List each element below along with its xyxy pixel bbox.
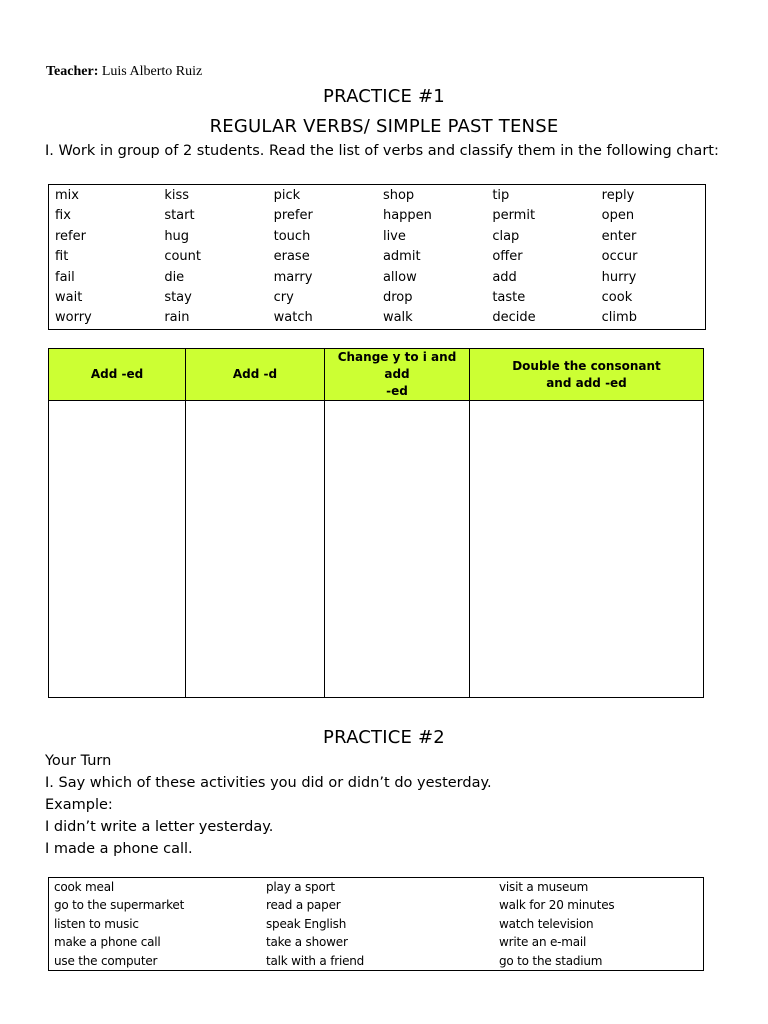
classification-chart xyxy=(48,348,704,698)
verb-cell: watch xyxy=(273,310,313,326)
verb-cell: die xyxy=(164,269,185,285)
verb-cell: occur xyxy=(601,249,638,265)
verb-cell: marry xyxy=(273,269,313,285)
header-line: and add -ed xyxy=(546,375,627,390)
verb-cell: walk xyxy=(382,310,413,326)
verb-cell: worry xyxy=(55,310,92,326)
verb-cell: start xyxy=(164,208,195,224)
chart-cell-double-consonant[interactable] xyxy=(470,401,704,698)
verb-cell: fix xyxy=(55,208,71,224)
activity-cell: use the computer xyxy=(54,953,158,968)
verb-cell: permit xyxy=(492,208,536,224)
verb-cell: happen xyxy=(382,208,432,224)
verb-cell: mix xyxy=(55,188,79,203)
practice2-line: I didn’t write a letter yesterday. xyxy=(45,819,274,835)
verb-cell: drop xyxy=(382,290,413,306)
verb-cell: live xyxy=(382,228,406,244)
activity-cell: write an e-mail xyxy=(499,935,587,950)
header-line: Double the consonant xyxy=(512,358,661,373)
verb-cell: fit xyxy=(55,249,69,265)
verb-row xyxy=(49,206,706,226)
verb-cell: cook xyxy=(601,290,633,306)
activity-cell: cook meal xyxy=(54,880,115,894)
verb-cell: enter xyxy=(601,228,637,244)
verb-cell: touch xyxy=(273,228,311,244)
practice1-subtitle: REGULAR VERBS/ SIMPLE PAST TENSE xyxy=(209,116,559,137)
activity-row xyxy=(49,896,704,914)
verb-cell: shop xyxy=(382,188,415,203)
verb-cell: climb xyxy=(601,310,637,326)
verb-cell: allow xyxy=(382,269,417,285)
verb-list-table xyxy=(48,184,706,330)
header-add-d xyxy=(186,349,325,401)
practice1-title: PRACTICE #1 xyxy=(323,86,445,107)
teacher-name: Luis Alberto Ruiz xyxy=(101,64,203,79)
verb-row xyxy=(49,288,706,308)
activity-cell: read a paper xyxy=(266,898,341,913)
activity-cell: go to the supermarket xyxy=(54,898,185,913)
header-change-y xyxy=(325,349,470,401)
verb-cell: hurry xyxy=(601,269,637,285)
activity-cell: visit a museum xyxy=(499,880,589,894)
practice1-instruction: I. Work in group of 2 students. Read the list of verbs and classify them in the following chart: xyxy=(45,143,719,159)
verb-row xyxy=(49,247,706,267)
chart-cell-change-y[interactable] xyxy=(325,401,470,698)
verb-cell: fail xyxy=(55,269,75,285)
verb-cell: add xyxy=(492,269,517,285)
verb-cell: open xyxy=(601,208,635,224)
header-add-ed xyxy=(49,349,186,401)
activities-table xyxy=(48,877,704,971)
activity-cell: walk for 20 minutes xyxy=(499,898,615,913)
activity-row xyxy=(49,915,704,933)
verb-cell: rain xyxy=(164,310,190,326)
header-line: Add -ed xyxy=(90,367,144,381)
verb-cell: wait xyxy=(55,290,83,306)
activity-cell: watch television xyxy=(499,916,594,931)
practice2-title: PRACTICE #2 xyxy=(323,727,445,748)
verb-row xyxy=(49,268,706,288)
verb-cell: refer xyxy=(55,228,86,244)
activity-cell: take a shower xyxy=(266,935,348,950)
practice2-line: I. Say which of these activities you did or didn’t do yesterday. xyxy=(45,775,492,791)
verb-cell: tip xyxy=(492,188,510,203)
header-double-consonant xyxy=(470,349,704,401)
verb-cell: offer xyxy=(492,249,523,265)
verb-cell: count xyxy=(164,249,201,265)
header-line: -ed xyxy=(386,384,408,398)
verb-cell: admit xyxy=(382,249,421,265)
verb-cell: decide xyxy=(492,310,536,326)
verb-row xyxy=(49,185,706,207)
activity-cell: listen to music xyxy=(54,916,139,931)
verb-cell: reply xyxy=(601,188,635,203)
chart-cell-add-d[interactable] xyxy=(186,401,325,698)
activity-row xyxy=(49,933,704,951)
activity-cell: make a phone call xyxy=(54,935,161,950)
verb-cell: pick xyxy=(273,188,301,203)
verb-row xyxy=(49,227,706,247)
activity-cell: go to the stadium xyxy=(499,953,603,968)
verb-cell: cry xyxy=(273,290,294,306)
verb-row xyxy=(49,308,706,329)
activity-row xyxy=(49,952,704,971)
activity-cell: speak English xyxy=(266,916,347,931)
practice2-line: I made a phone call. xyxy=(45,841,193,857)
teacher-line xyxy=(46,64,202,80)
teacher-label: Teacher: xyxy=(46,64,99,79)
verb-cell: taste xyxy=(492,290,526,306)
header-line: Change y to i and add xyxy=(337,350,457,381)
verb-cell: stay xyxy=(164,290,192,306)
activity-cell: talk with a friend xyxy=(266,953,365,968)
verb-cell: hug xyxy=(164,228,190,244)
verb-cell: prefer xyxy=(273,208,313,224)
verb-cell: clap xyxy=(492,228,520,244)
activity-cell: play a sport xyxy=(266,880,335,894)
practice2-line: Your Turn xyxy=(45,753,112,769)
activity-row xyxy=(49,878,704,897)
chart-cell-add-ed[interactable] xyxy=(49,401,186,698)
practice2-line: Example: xyxy=(45,797,113,813)
verb-cell: kiss xyxy=(164,188,189,203)
header-line: Add -d xyxy=(232,367,278,381)
verb-cell: erase xyxy=(273,249,310,265)
